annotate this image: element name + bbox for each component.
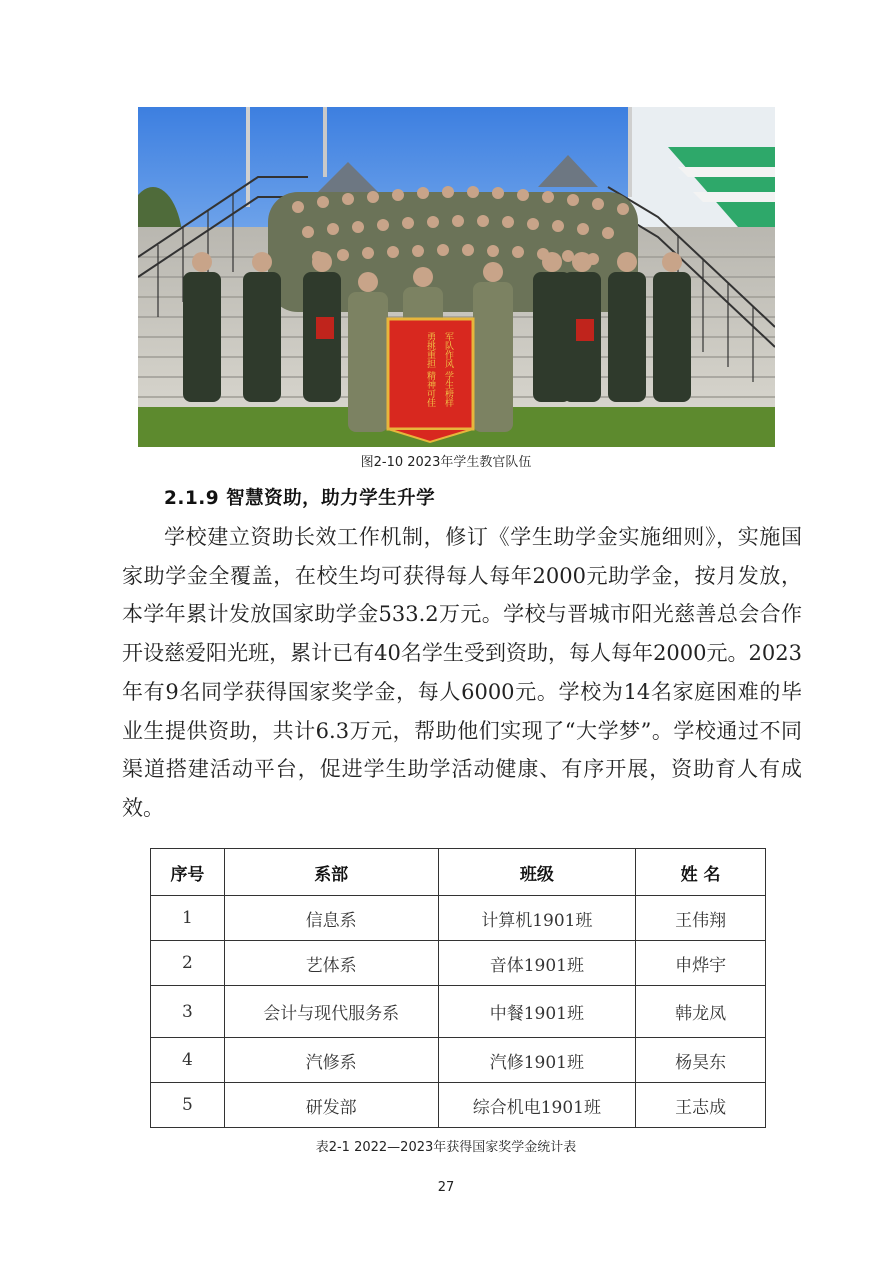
header-department: 系部 [224,849,438,896]
page-number: 27 [437,1180,455,1195]
cell-department: 研发部 [224,1083,438,1128]
scholarship-table [150,848,766,1128]
cell-index: 5 [151,1083,225,1128]
table-row [151,941,766,986]
table-header-row [151,849,766,896]
cell-name: 王志成 [636,1083,766,1128]
table-row [151,896,766,941]
cell-name: 韩龙凤 [636,986,766,1038]
cell-class: 中餐1901班 [438,986,636,1038]
body-paragraph: 学校建立资助长效工作机制，修订《学生助学金实施细则》，实施国家助学金全覆盖，在校生均可获得每人每年2000元助学金，按月发放，本学年累计发放国家助学金533.2万元。学校与晋城市阳光慈善总会合作开设慈爱阳光班，累计已有40名学生受到资助，每人每年2000元。2023年有9名同学获得国家奖学金，每人6000元。学校为14名家庭困难的毕业生提供资助，共计6.3万元，帮助他们实现了“大学梦”。学校通过不同渠道搭建活动平台，促进学生助学活动健康、有序开展，资助育人有成效。 [122,525,802,820]
group-photo [138,107,775,447]
cell-class: 计算机1901班 [438,896,636,941]
section-heading: 2.1.9 智慧资助，助力学生升学 [164,488,436,509]
cell-index: 1 [151,896,225,941]
cell-class: 综合机电1901班 [438,1083,636,1128]
cell-department: 会计与现代服务系 [224,986,438,1038]
header-class: 班级 [438,849,636,896]
cell-class: 音体1901班 [438,941,636,986]
cell-department: 艺体系 [224,941,438,986]
banner-text-left: 勇挑重担 精神可佳 [425,332,435,407]
cell-name: 王伟翔 [636,896,766,941]
table-row [151,1038,766,1083]
header-index: 序号 [151,849,225,896]
cell-index: 2 [151,941,225,986]
cell-index: 4 [151,1038,225,1083]
banner-text-right: 军队作风 学生榜样 [443,332,453,407]
table-row [151,986,766,1038]
body-text [122,518,802,828]
cell-department: 信息系 [224,896,438,941]
table-caption: 表2-1 2022—2023年获得国家奖学金统计表 [315,1140,577,1155]
cell-class: 汽修1901班 [438,1038,636,1083]
cell-name: 申烨宇 [636,941,766,986]
cell-index: 3 [151,986,225,1038]
cell-name: 杨昊东 [636,1038,766,1083]
figure-caption: 图2-10 2023年学生教官队伍 [360,455,532,470]
header-name: 姓 名 [636,849,766,896]
group-photo-image [138,107,775,447]
cell-department: 汽修系 [224,1038,438,1083]
table-row [151,1083,766,1128]
